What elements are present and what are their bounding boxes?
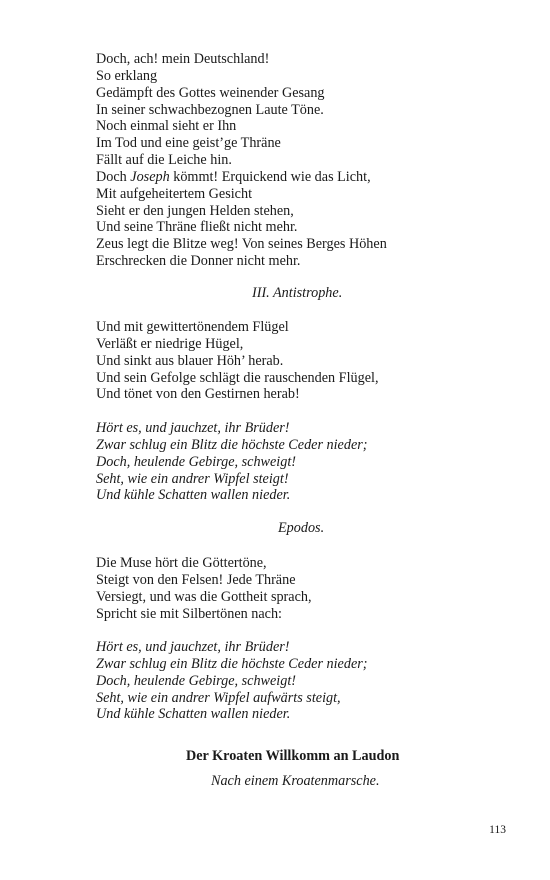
verse-line: Gedämpft des Gottes weinender Gesang [96, 84, 325, 101]
verse-line: Sieht er den jungen Helden stehen, [96, 202, 294, 219]
name-joseph: Joseph [130, 168, 170, 185]
verse-line: Doch, heulende Gebirge, schweigt! [96, 453, 297, 470]
verse-line: In seiner schwachbezognen Laute Töne. [96, 101, 324, 118]
verse-line: Hört es, und jauchzet, ihr Brüder! [96, 420, 290, 436]
poem-title: Der Kroaten Willkomm an Laudon [186, 748, 400, 764]
verse-text: Doch [96, 168, 131, 185]
verse-line: Fällt auf die Leiche hin. [96, 152, 232, 169]
verse-line: So erklang [96, 67, 158, 84]
verse-line: Und sinkt aus blauer Höh’ herab. [96, 352, 284, 369]
verse-line: Noch einmal sieht er Ihn [96, 118, 237, 135]
verse-text: kömmt! Erquickend wie das Licht, [169, 168, 371, 185]
verse-line: Verläßt er niedrige Hügel, [96, 335, 244, 352]
verse-line: Seht, wie ein andrer Wipfel steigt! [96, 470, 289, 487]
stanza-3-refrain [96, 420, 496, 504]
verse-line: Zwar schlug ein Blitz die höchste Ceder nieder; [96, 436, 368, 453]
stanza-5-refrain [96, 639, 496, 723]
verse-line: Spricht sie mit Silbertönen nach: [96, 605, 282, 622]
section-heading-epodos: Epodos. [278, 520, 325, 536]
verse-line: Hört es, und jauchzet, ihr Brüder! [96, 639, 290, 655]
verse-line [96, 169, 496, 186]
section-heading-antistrophe: III. Antistrophe. [252, 285, 343, 301]
verse-line: Doch, heulende Gebirge, schweigt! [96, 672, 297, 689]
stanza-1 [96, 51, 496, 270]
verse-line: Zwar schlug ein Blitz die höchste Ceder nieder; [96, 655, 368, 672]
verse-line: Und mit gewittertönendem Flügel [96, 319, 289, 335]
poem-subtitle: Nach einem Kroatenmarsche. [211, 773, 380, 789]
verse-line: Im Tod und eine geist’ge Thräne [96, 135, 281, 152]
verse-line: Und sein Gefolge schlägt die rauschenden Flügel, [96, 369, 379, 386]
stanza-4 [96, 555, 496, 622]
verse-line: Steigt von den Felsen! Jede Thräne [96, 571, 296, 588]
verse-line: Und kühle Schatten wallen nieder. [96, 706, 291, 723]
verse-line: Und kühle Schatten wallen nieder. [96, 487, 291, 504]
verse-line: Seht, wie ein andrer Wipfel aufwärts steigt, [96, 689, 341, 706]
verse-line: Und seine Thräne fließt nicht mehr. [96, 219, 298, 236]
verse-line: Doch, ach! mein Deutschland! [96, 51, 270, 67]
verse-line: Versiegt, und was die Gottheit sprach, [96, 588, 312, 605]
stanza-2 [96, 319, 496, 403]
page-number: 113 [489, 824, 506, 836]
verse-line: Zeus legt die Blitze weg! Von seines Berges Höhen [96, 236, 387, 253]
verse-line: Und tönet von den Gestirnen herab! [96, 386, 300, 403]
verse-line: Mit aufgeheitertem Gesicht [96, 185, 253, 202]
verse-line: Die Muse hört die Göttertöne, [96, 555, 267, 571]
verse-line: Erschrecken die Donner nicht mehr. [96, 253, 301, 270]
